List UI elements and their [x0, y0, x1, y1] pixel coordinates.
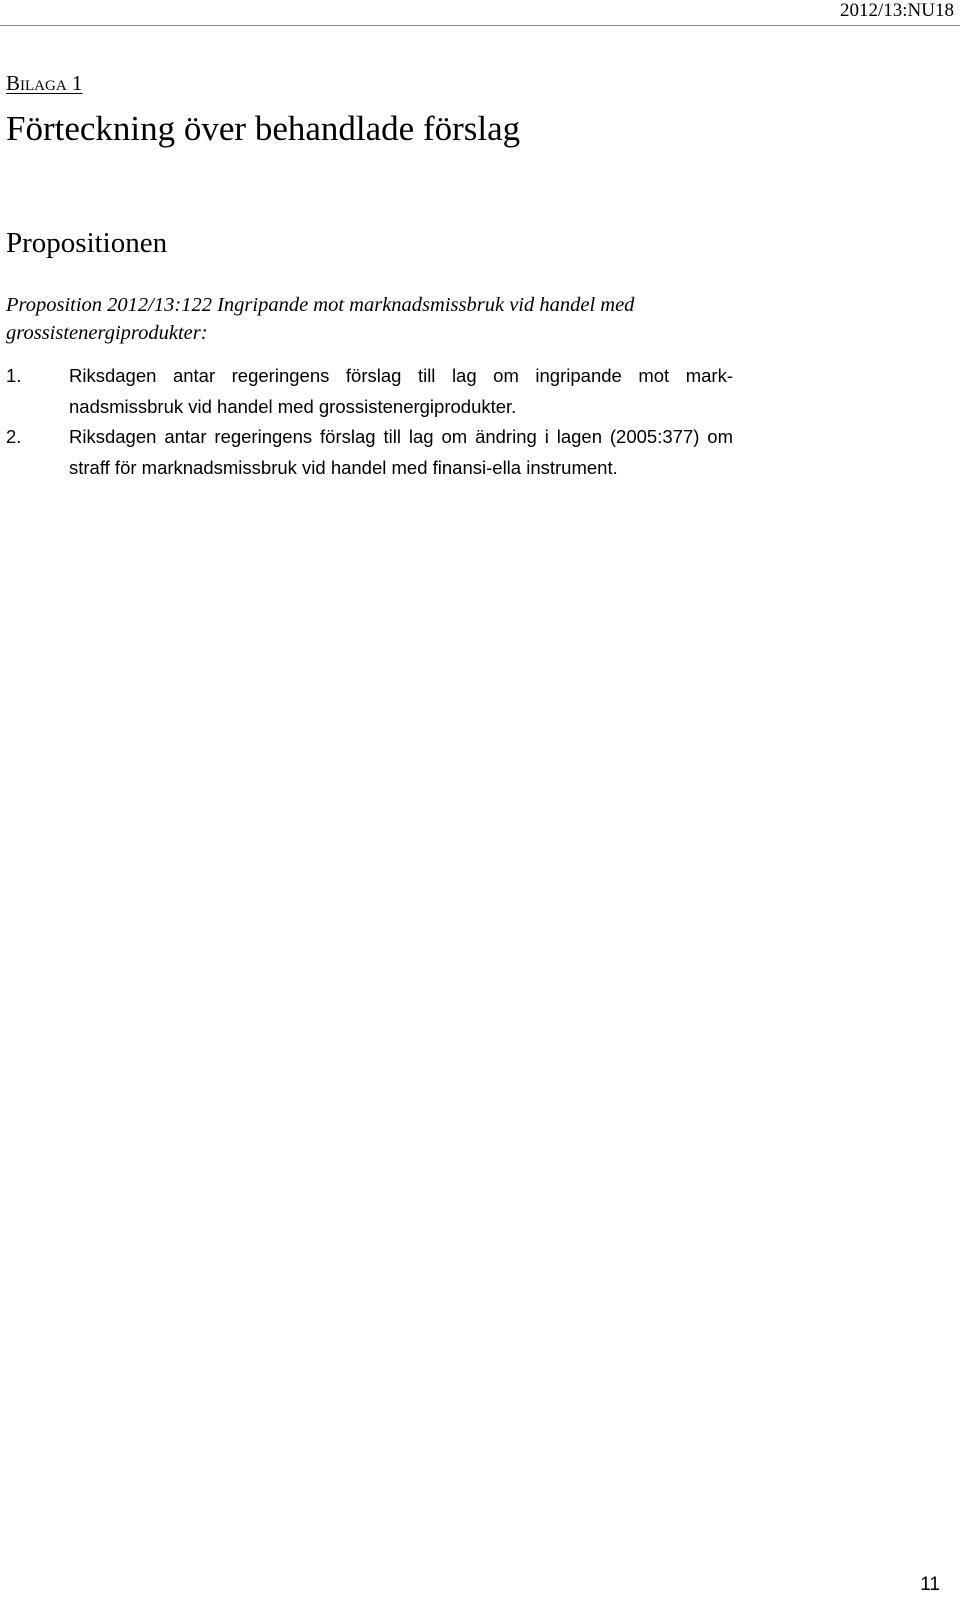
page-title: Förteckning över behandlade förslag — [6, 109, 521, 148]
proposal-list — [6, 361, 733, 483]
proposal-item — [6, 422, 733, 483]
proposal-number: 2. — [6, 426, 22, 447]
proposal-text: Riksdagen antar regeringens förslag till lag om ändring i lagen (2005:377) om straff för marknadsmissbruk vid handel med finansi-ella instrument. — [69, 426, 733, 478]
proposal-item — [6, 361, 733, 422]
proposal-number: 1. — [6, 365, 22, 386]
proposal-text: Riksdagen antar regeringens förslag till lag om ingripande mot mark-nadsmissbruk vid handel med grossistenergiprodukter. — [69, 365, 733, 417]
document-id: 2012/13:NU18 — [840, 0, 954, 21]
header-divider — [0, 25, 960, 26]
appendix-label: Bilaga 1 — [6, 71, 83, 95]
page-number: 11 — [920, 1574, 940, 1595]
section-heading: Propositionen — [6, 227, 168, 259]
proposition-title: Proposition 2012/13:122 Ingripande mot marknadsmissbruk vid handel med grossistenergiprodukter: — [6, 294, 635, 344]
